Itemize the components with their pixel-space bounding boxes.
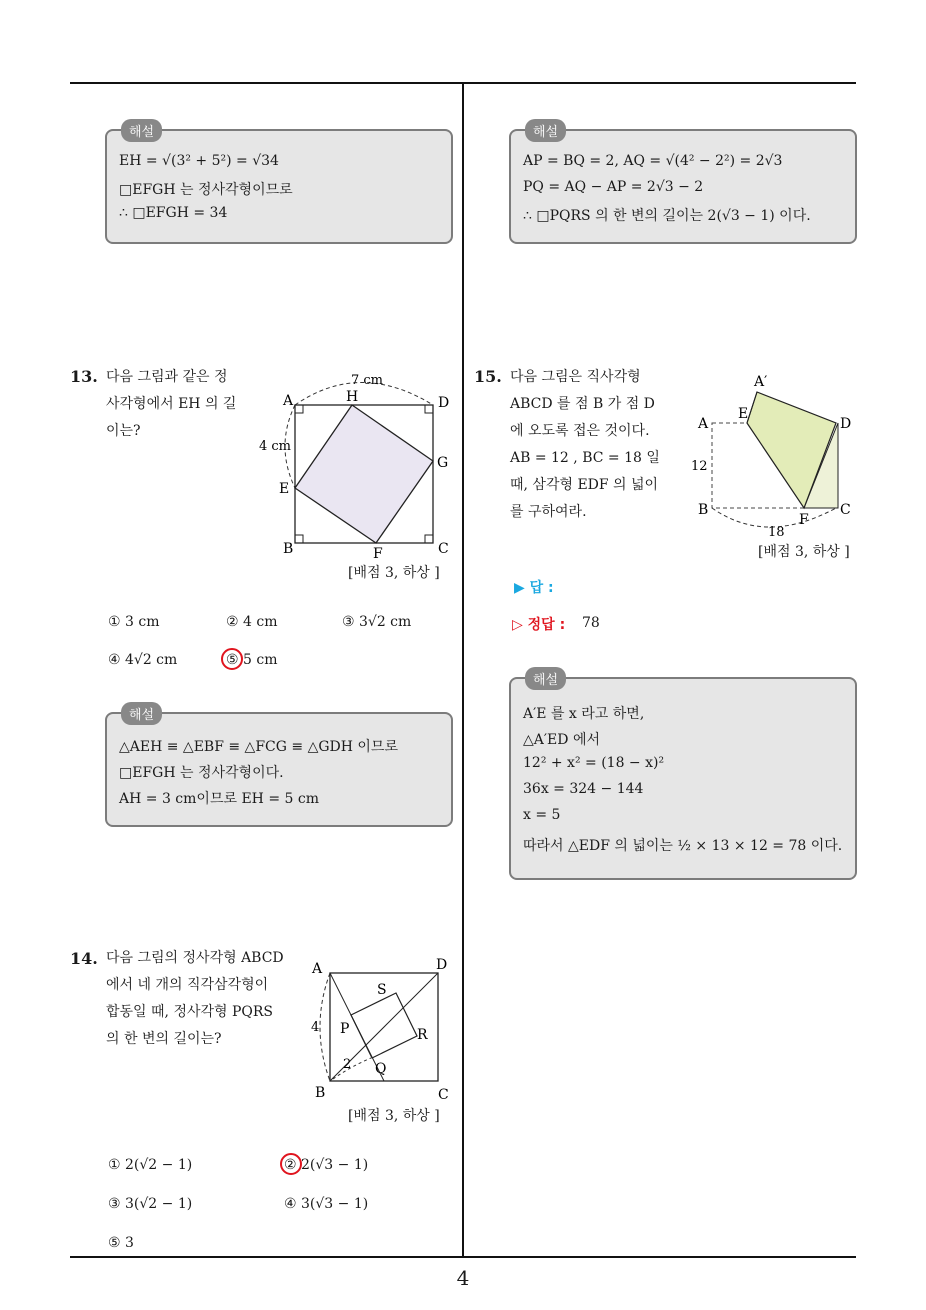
question-line: 에 오도록 접은 것이다. — [510, 423, 650, 439]
question-text — [510, 364, 660, 526]
vertex-label: H — [346, 389, 359, 405]
question-text — [106, 945, 284, 1053]
vertex-label: S — [377, 982, 387, 998]
solution-line: △AEH ≡ △EBF ≡ △FCG ≡ △GDH 이므로 — [119, 739, 398, 755]
vertex-label: Q — [375, 1061, 387, 1077]
vertex-label: E — [279, 481, 290, 497]
solution-box-q15 — [509, 673, 857, 880]
question-line: 에서 네 개의 직각삼각형이 — [106, 977, 269, 993]
score-label: [배점 3, 하상 ] — [348, 1108, 440, 1124]
question-line: 다음 그림의 정사각형 ABCD — [106, 950, 284, 966]
solution-line: EH = √(3² + 5²) = √34 — [119, 153, 279, 169]
vertex-label: B — [315, 1085, 326, 1101]
choice-3[interactable]: ③ 3(√2 − 1) — [108, 1196, 193, 1212]
selected-answer-circle — [221, 648, 243, 670]
top-length-label: 7 cm — [351, 373, 384, 388]
bottom-rule — [70, 1256, 856, 1258]
vertex-label: P — [340, 1021, 350, 1037]
vertex-label: B — [698, 502, 709, 518]
choice-3[interactable]: ③ 3√2 cm — [342, 614, 412, 630]
square-figure — [255, 368, 460, 563]
solution-line: 따라서 △EDF 의 넓이는 ½ × 13 × 12 = 78 이다. — [523, 838, 843, 854]
vertex-label: A — [698, 416, 709, 432]
vertex-label: D — [840, 416, 852, 432]
selected-answer-circle — [280, 1153, 302, 1175]
question-line: 이는? — [106, 423, 141, 439]
question-line: 다음 그림은 직사각형 — [510, 369, 641, 385]
question-line: 다음 그림과 같은 정 — [106, 369, 228, 385]
choice-1[interactable]: ① 3 cm — [108, 614, 160, 630]
question-number: 15. — [474, 367, 502, 386]
solution-line: A′E 를 x 라고 하면, — [523, 706, 645, 722]
solution-line: □EFGH 는 정사각형이다. — [119, 765, 284, 781]
column-divider — [462, 82, 464, 1258]
correct-answer-value: 78 — [582, 615, 600, 631]
vertex-label: C — [840, 502, 851, 518]
vertex-label: C — [438, 541, 449, 557]
vertex-label: E — [738, 406, 749, 422]
question-line: 합동일 때, 정사각형 PQRS — [106, 1004, 274, 1020]
question-line: 사각형에서 EH 의 길 — [106, 396, 237, 412]
vertex-label: F — [373, 546, 383, 562]
solution-line: ∴ □EFGH = 34 — [119, 205, 228, 221]
question-line: 때, 삼각형 EDF 의 넓이 — [510, 477, 659, 493]
solution-line: 12² + x² = (18 − x)² — [523, 755, 665, 771]
side-length-label: 12 — [691, 459, 708, 474]
vertex-label: D — [438, 395, 450, 411]
square-pqrs-figure — [305, 955, 455, 1105]
vertex-label: D — [436, 957, 448, 973]
solution-line: □EFGH 는 정사각형이므로 — [119, 182, 293, 198]
vertex-label: F — [799, 512, 809, 528]
left-length-label: 4 cm — [259, 439, 292, 454]
solution-box-top-left — [105, 125, 453, 244]
solution-line: AH = 3 cm이므로 EH = 5 cm — [119, 791, 319, 807]
side-length-label: 18 — [768, 525, 785, 540]
choice-1[interactable]: ① 2(√2 − 1) — [108, 1157, 193, 1173]
solution-line: 36x = 324 − 144 — [523, 781, 644, 797]
question-number: 13. — [70, 367, 98, 386]
solution-line: PQ = AQ − AP = 2√3 − 2 — [523, 179, 704, 195]
segment-length-label: 2 — [343, 1057, 352, 1072]
correct-answer-label: ▷ 정답 : — [512, 617, 566, 633]
solution-tag: 해설 — [121, 119, 162, 142]
vertex-label: A′ — [754, 374, 768, 390]
solution-line: ∴ □PQRS 의 한 변의 길이는 2(√3 − 1) 이다. — [523, 208, 811, 224]
answer-label: ▶ 답 : — [514, 580, 554, 596]
choice-4[interactable]: ④ 4√2 cm — [108, 652, 178, 668]
question-line: ABCD 를 점 B 가 점 D — [510, 396, 655, 412]
vertex-label: G — [437, 455, 449, 471]
page-number: 4 — [456, 1266, 470, 1290]
solution-tag: 해설 — [525, 667, 566, 690]
folded-rectangle-figure — [686, 368, 861, 548]
solution-tag: 해설 — [525, 119, 566, 142]
solution-box-top-right — [509, 125, 857, 244]
solution-box-q13 — [105, 708, 453, 827]
side-length-label: 4 — [311, 1020, 320, 1035]
vertex-label: C — [438, 1087, 449, 1103]
question-line: 의 한 변의 길이는? — [106, 1031, 222, 1047]
choice-2[interactable]: ② 2(√3 − 1) — [284, 1157, 369, 1173]
choice-4[interactable]: ④ 3(√3 − 1) — [284, 1196, 369, 1212]
vertex-label: R — [417, 1027, 428, 1043]
vertex-label: A — [283, 393, 294, 409]
solution-tag: 해설 — [121, 702, 162, 725]
score-label: [배점 3, 하상 ] — [348, 565, 440, 581]
solution-line: AP = BQ = 2, AQ = √(4² − 2²) = 2√3 — [523, 153, 783, 169]
question-line: AB = 12 , BC = 18 일 — [510, 450, 660, 466]
question-text — [106, 364, 236, 445]
question-number: 14. — [70, 949, 98, 968]
score-label: [배점 3, 하상 ] — [758, 544, 850, 560]
vertex-label: A — [312, 961, 323, 977]
solution-line: x = 5 — [523, 807, 561, 823]
choice-5[interactable]: ⑤ 5 cm — [226, 652, 278, 668]
choice-5[interactable]: ⑤ 3 — [108, 1235, 134, 1251]
choice-2[interactable]: ② 4 cm — [226, 614, 278, 630]
vertex-label: B — [283, 541, 294, 557]
question-line: 를 구하여라. — [510, 504, 587, 520]
solution-line: △A′ED 에서 — [523, 732, 600, 748]
